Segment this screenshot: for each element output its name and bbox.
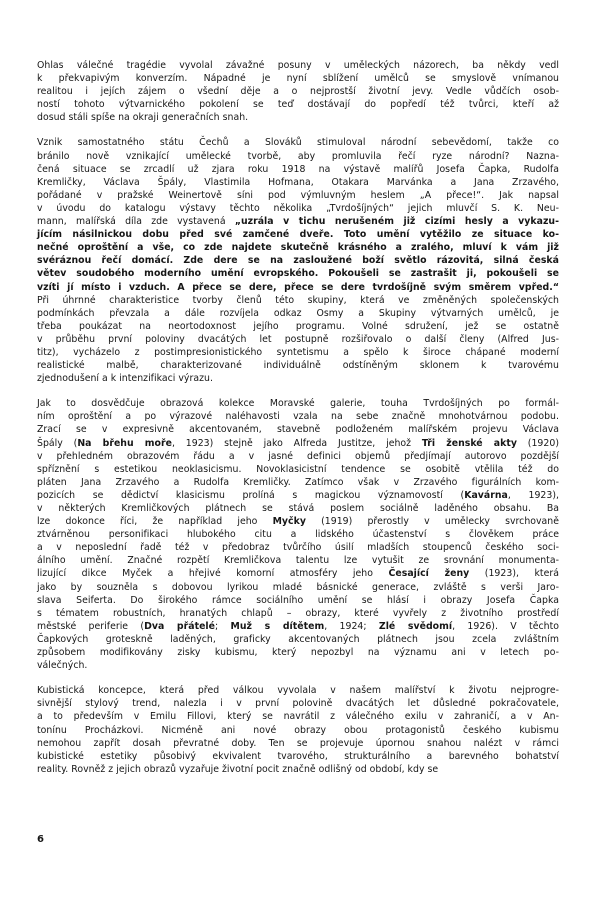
text-line bbox=[37, 228, 559, 241]
text-run: lizující dikce Myček a hřejivé komorní atmosféry jeho bbox=[37, 568, 389, 580]
text-run: Špály ( bbox=[37, 437, 78, 449]
text-line bbox=[37, 567, 559, 580]
text-run: k překvapivým konverzím. Nápadné je nyní sblížení umělců se smyslově vnímanou bbox=[37, 73, 559, 85]
text-run: Kubistická koncepce, která před válkou vyvolala v našem malířství k životu nejprogre- bbox=[37, 685, 559, 697]
text-line bbox=[37, 554, 559, 567]
text-line bbox=[37, 463, 559, 476]
text-run: ností tohoto výtvarnického pokolení se teď dostávají do popředí též tvůrci, kteří až bbox=[37, 99, 559, 111]
text-run: a to především v Emilu Fillovi, který se navrátil z válečného exilu v zahraničí, a v An- bbox=[37, 711, 559, 723]
text-line bbox=[37, 202, 559, 215]
text-run: realitou i jejích zájem o všední děje a o nejprostší životní jevy. Vedle vůdčích osob- bbox=[37, 86, 559, 98]
text-line bbox=[37, 724, 559, 737]
text-line bbox=[37, 750, 559, 763]
text-run: realistické malbě, charakterizované individuálně odstíněným sklonem k tvarovému bbox=[37, 360, 559, 372]
text-line bbox=[37, 646, 559, 659]
text-run: podmínkách převzala a dále rozvíjela odkaz Osmy a Skupiny výtvarných umělců, je bbox=[37, 307, 559, 319]
text-run: ztvárněnou personifikaci hlubokého citu a lidského účastenství s člověkem práce bbox=[37, 529, 559, 541]
text-line bbox=[37, 111, 559, 124]
bold-text: „uzrála v tichu nerušeném již cizími hesly a vykazu- bbox=[234, 216, 559, 228]
text-line bbox=[37, 307, 559, 320]
text-line bbox=[37, 423, 559, 436]
text-run: sivnější stylový trend, nalezla i v první polovině dvacátých let důsledné pokračovatele, bbox=[37, 698, 559, 710]
bold-text: svéráznou řečí domácí. Zde dere se na zasloužené boží světlo rázovitá, silná česká bbox=[37, 255, 559, 267]
text-line bbox=[37, 710, 559, 723]
text-run: čená situace se zrcadlí už zjara roku 1918 na výstavě malířů Josefa Čapka, Rudolfa bbox=[37, 163, 559, 175]
bold-text: Myčky bbox=[272, 516, 306, 528]
text-run: Při úhrnné charakteristice tvorby členů této skupiny, která ve změněných společenských bbox=[37, 294, 559, 306]
text-line bbox=[37, 410, 559, 423]
text-line bbox=[37, 581, 559, 594]
text-line bbox=[37, 359, 559, 372]
text-run: v některých Kremličkových plátnech se stává poslem sociálně laděného obsahu. Ba bbox=[37, 503, 560, 514]
text-line bbox=[37, 150, 559, 163]
text-run: mann, malířská díla zde vystavená bbox=[37, 216, 235, 228]
bold-text: Tři ženské akty bbox=[421, 437, 517, 449]
text-run: lze dokonce říci, že například jeho bbox=[37, 516, 273, 528]
text-line bbox=[37, 136, 559, 149]
text-run: nemohou zapřít dosah převratné doby. Ten se projevuje úpornou snahou nalézt v rámci bbox=[37, 737, 559, 749]
bold-text: Česající ženy bbox=[388, 568, 470, 580]
text-run: pláten Jana Zrzavého a Rudolfa Kremličky. Zatímco však v Zrzavého figurálních kom- bbox=[37, 476, 559, 488]
text-line bbox=[37, 541, 559, 554]
text-run: Čapkových groteskně laděných, graficky akcentovaných plátnech jsou zcela zvláštním bbox=[37, 633, 559, 645]
text-line bbox=[37, 333, 559, 346]
text-line bbox=[37, 281, 559, 294]
text-run: tonínu Procházkovi. Nicméně ani nové obrazy obou protagonistů českého kubismu bbox=[37, 724, 560, 736]
text-run: , 1923), bbox=[507, 489, 559, 501]
page-body bbox=[37, 59, 559, 788]
text-line bbox=[37, 763, 559, 776]
text-run: spříznění s estetikou neoklasicismu. Novoklasicistní tendence se osobitě vtělila též do bbox=[37, 463, 559, 475]
text-run: álního umění. Značné rozpětí Kremličkova talentu lze vytušit ze srovnání monumenta- bbox=[37, 555, 559, 567]
text-run: dosud stáli spíše na okraji generačních snah. bbox=[37, 112, 249, 124]
text-run: v přehledném obrazovém řádu a v jasné definici objemů předjímají autorovo pozdější bbox=[37, 450, 559, 462]
page-number: 6 bbox=[37, 834, 44, 845]
text-run: ním oproštění a po výrazové naléhavosti vzala na sebe značně mnohotvárnou podobu. bbox=[37, 411, 559, 423]
text-run: Vznik samostatného státu Čechů a Slováků stimuloval národní sebevědomí, takže co bbox=[37, 137, 559, 149]
text-line bbox=[37, 267, 559, 280]
text-run: v průběhu první poloviny dvacátých let postupně rozšiřovalo o další členy (Alfred Jus- bbox=[37, 333, 559, 345]
text-line bbox=[37, 98, 559, 111]
text-run: Ohlas válečné tragédie vyvolal závažné posuny v uměleckých názorech, ba někdy vedl bbox=[37, 60, 559, 71]
text-run: titz), vycházelo z postimpresionistického syntetismu a spělo k široce chápané moderní bbox=[37, 346, 559, 358]
text-run: v úvodu do katalogu výstavy těchto několika „Tvrdošíjných“ jejich mluvčí S. K. Neu- bbox=[37, 202, 559, 214]
text-run: a v neposlední řadě též v předobraz tvůrčího úsilí mladších stoupenců českého soci- bbox=[37, 542, 559, 554]
text-run: Jak to dosvědčuje obrazová kolekce Moravské galerie, touha Tvrdošíjných po formál- bbox=[37, 398, 559, 410]
text-run: (1920) bbox=[516, 437, 559, 449]
text-run: slava Seiferta. Do širokého rámce sociálního umění se hlásí i obrazy Josefa Čapka bbox=[37, 594, 559, 606]
text-line bbox=[37, 620, 559, 633]
text-run: Zrací se v expresivně akcentovaném, stavebně podloženém malířském projevu Václava bbox=[37, 424, 559, 436]
text-line bbox=[37, 594, 559, 607]
text-line bbox=[37, 633, 559, 646]
text-run: reality. Rovněž z jejich obrazů vyzařuje životní pocit značně odlišný od období, kdy se bbox=[37, 763, 439, 775]
bold-text: Muž s dítětem bbox=[230, 620, 325, 632]
text-line bbox=[37, 437, 559, 450]
text-line bbox=[37, 528, 559, 541]
text-line bbox=[37, 450, 559, 463]
text-run: jako by souzněla s dobovou lyrikou mladé básnické generace, zvláště s verši Jaro- bbox=[37, 581, 559, 593]
text-line bbox=[37, 189, 559, 202]
text-line bbox=[37, 72, 559, 85]
text-line bbox=[37, 684, 559, 697]
text-run: třeba poukázat na neortodoxnost jejího programu. Volné sdružení, jež se ostatně bbox=[37, 320, 559, 332]
text-line bbox=[37, 59, 559, 72]
bold-text: Kavárna bbox=[464, 489, 508, 501]
text-line bbox=[37, 320, 559, 333]
text-line bbox=[37, 515, 559, 528]
text-line bbox=[37, 489, 559, 502]
text-run: , 1926). V těchto bbox=[452, 620, 560, 632]
text-run: kubistické estetiky působivý ekvivalent tvarového, strukturálního a barevného bohatství bbox=[37, 750, 560, 762]
text-line bbox=[37, 502, 559, 515]
text-line bbox=[37, 607, 559, 620]
text-run: ; bbox=[215, 620, 231, 632]
text-run: bránilo nově vznikající umělecké tvorbě, aby promluvila řečí ryze národní? Nazna- bbox=[37, 150, 559, 162]
text-line bbox=[37, 697, 559, 710]
paragraph bbox=[37, 684, 559, 776]
paragraph bbox=[37, 136, 559, 385]
text-run: s tématem robustních, hranatých chlapů – obrazy, které vyvřely z životního prostředí bbox=[37, 607, 559, 619]
text-run: způsobem modifikovány zisky kubismu, který nepozbyl na významu ani v letech po- bbox=[37, 647, 559, 659]
text-line bbox=[37, 346, 559, 359]
text-run: (1919) přerostly v umělecky svrchovaně bbox=[305, 516, 559, 528]
bold-text: Na břehu moře bbox=[77, 437, 172, 449]
text-run: pořádané v pražské Weinertově síni pod výmluvným heslem „A přece!“. Jak napsal bbox=[37, 189, 559, 201]
text-line bbox=[37, 176, 559, 189]
text-line bbox=[37, 737, 559, 750]
text-run: (1923), která bbox=[469, 568, 559, 580]
text-run: městské periferie ( bbox=[37, 620, 145, 632]
bold-text: nečné oproštění a vše, co zde najdete skutečně krásného a zralého, mluví k vám již bbox=[37, 242, 559, 254]
text-line bbox=[37, 254, 559, 267]
text-run: , 1924; bbox=[324, 620, 379, 632]
text-line bbox=[37, 163, 559, 176]
text-line bbox=[37, 215, 559, 228]
text-line bbox=[37, 241, 559, 254]
text-line bbox=[37, 372, 559, 385]
text-run: válečných. bbox=[37, 660, 88, 672]
text-run: , 1923) stejně jako Alfreda Justitze, jehož bbox=[171, 437, 422, 449]
text-run: pozicích se dědictví klasicismu prolíná s magickou významovostí ( bbox=[37, 489, 465, 501]
text-run: zjednodušení a k intenzifikaci výrazu. bbox=[37, 373, 213, 385]
bold-text: Dva přátelé bbox=[144, 620, 216, 632]
text-line bbox=[37, 294, 559, 307]
text-line bbox=[37, 397, 559, 410]
paragraph bbox=[37, 397, 559, 672]
text-line bbox=[37, 85, 559, 98]
bold-text: jícím násilnickou dobu před své zamčené dveře. Toto umění vytěžilo ze situace ko- bbox=[37, 229, 559, 241]
paragraph bbox=[37, 59, 559, 124]
bold-text: větev soudobého moderního umění evropského. Pokoušeli se zastrašit ji, pokoušeli se bbox=[37, 268, 559, 280]
bold-text: vzíti jí místo i vzduch. A přece se dere, přece se dere tvrdošíjně svým směrem vpřed.“ bbox=[37, 281, 560, 293]
text-run: Kremličky, Václava Špály, Vlastimila Hofmana, Otakara Marvánka a Jana Zrzavého, bbox=[37, 176, 559, 188]
text-line bbox=[37, 659, 559, 672]
text-line bbox=[37, 476, 559, 489]
bold-text: Zlé svědomí bbox=[378, 620, 453, 632]
